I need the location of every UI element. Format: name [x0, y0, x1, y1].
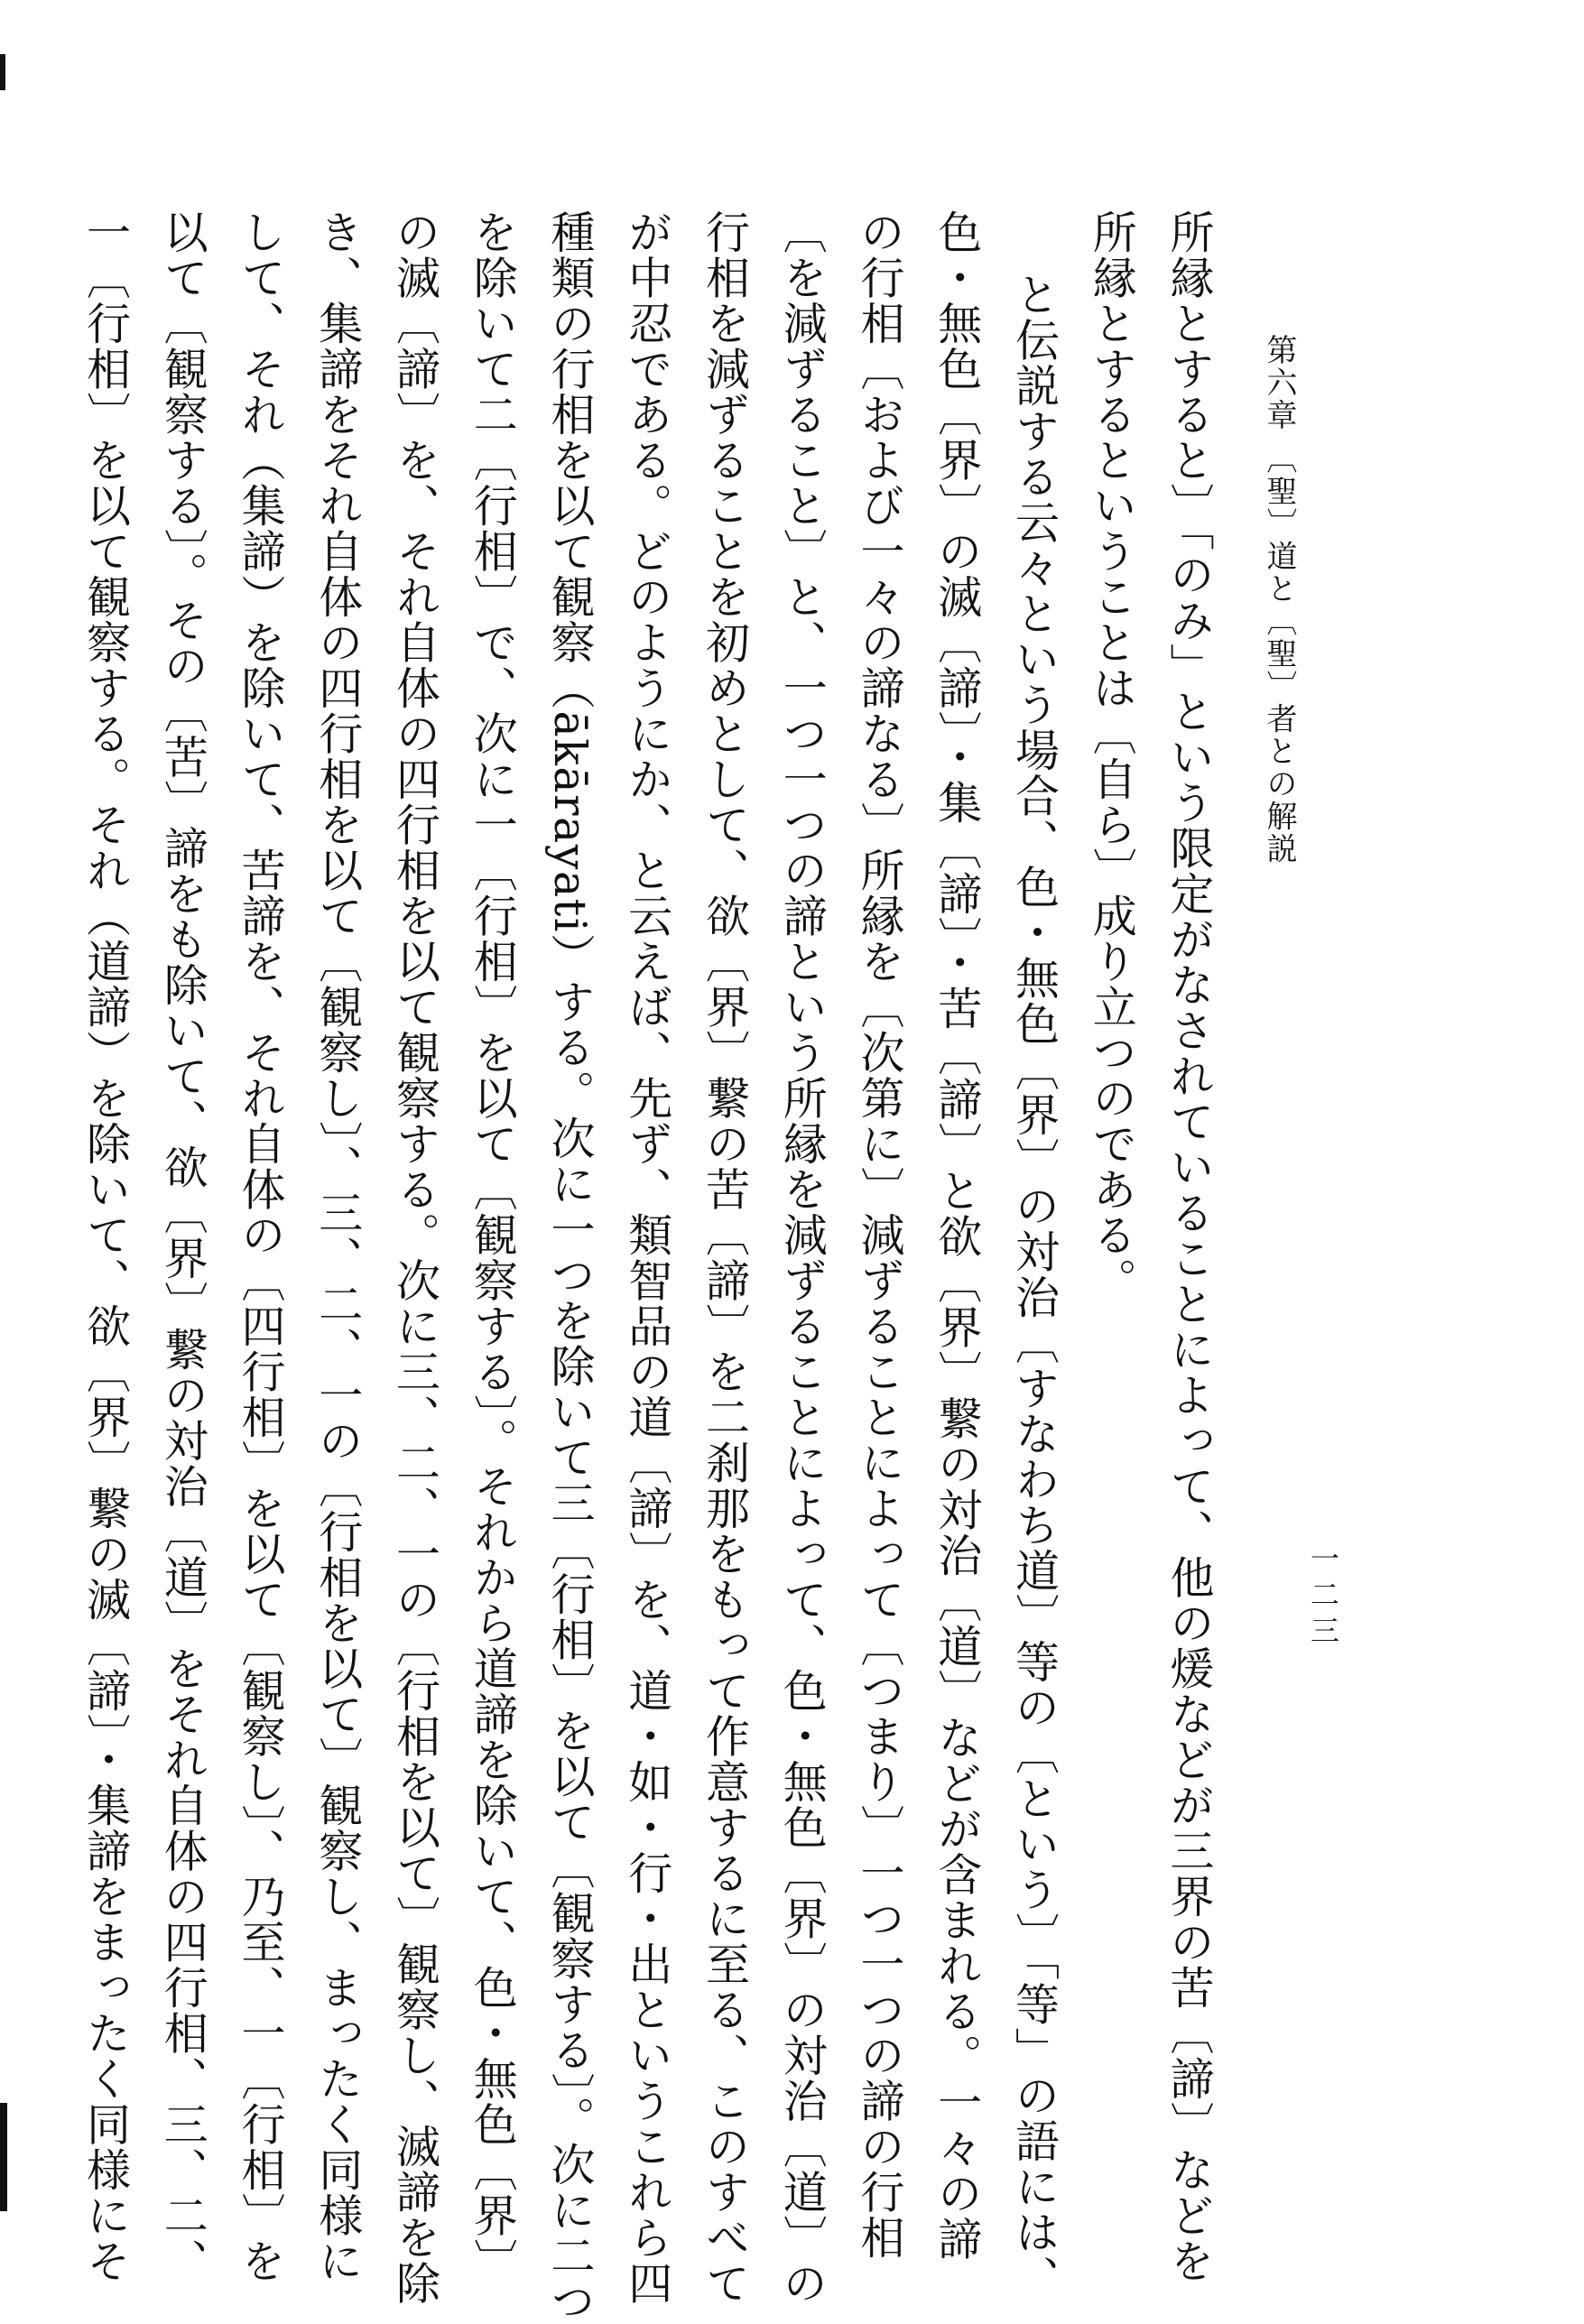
text-line: 所縁とすると〕「のみ」という限定がなされていることによって、他の煖などが三界の苦〔諦〕などを	[1163, 209, 1215, 2284]
body-text	[79, 209, 1227, 2324]
text-line: 種類の行相を以て観察（ākārayati）する。次に一つを除いて三〔行相〕を以て〔観察する〕。次に二つ	[544, 209, 596, 2324]
text-line: 以て〔観察する〕。その〔苦〕諦をも除いて、欲〔界〕繋の対治〔道〕をそれ自体の四行相、三、二、	[157, 209, 209, 2284]
binding-edge-mark	[0, 54, 5, 90]
text-line: 〔を減ずること〕と、一つ一つの諦という所縁を減ずることによって、色・無色〔界〕の対治〔道〕の	[776, 209, 829, 2306]
text-line: 所縁とするということは〔自ら〕成り立つのである。	[1086, 209, 1138, 1303]
text-line: 色・無色〔界〕の滅〔諦〕・集〔諦〕・苦〔諦〕と欲〔界〕繋の対治〔道〕などが含まれる。一々の諦	[931, 209, 983, 2262]
running-head: 第六章 〔聖〕道と〔聖〕者との解説	[1261, 334, 1297, 866]
text-line: を除いて二〔行相〕で、次に一〔行相〕を以て〔観察する〕。それから道諦を除いて、色・無色〔界〕	[467, 209, 519, 2284]
text-line: の行相〔および一々の諦なる〕所縁を〔次第に〕減ずることによって〔つまり〕一つ一つの諦の行相	[854, 209, 905, 2261]
text-line: 行相を減ずることを初めとして、欲〔界〕繋の苦〔諦〕を二刹那をもって作意するに至る、このすべて	[699, 209, 751, 2306]
text-line: き、集諦をそれ自体の四行相を以て〔観察し〕、三、二、一の〔行相を以て〕観察し、まったく同様に	[311, 209, 364, 2284]
text-line: して、それ（集諦）を除いて、苦諦を、それ自体の〔四行相〕を以て〔観察し〕、乃至、一〔行相〕を	[235, 209, 286, 2284]
text-line: と伝説する云々という場合、色・無色〔界〕の対治〔すなわち道〕等の〔という〕「等」の語には、	[1008, 271, 1061, 2301]
text-line: 一〔行相〕を以て観察する。それ（道諦）を除いて、欲〔界〕繋の滅〔諦〕・集諦をまったく同様にそ	[79, 209, 132, 2284]
page-number: 一二三	[1306, 1543, 1340, 1652]
text-line: が中忍である。どのようにか、と云えば、先ず、類智品の道〔諦〕を、道・如・行・出というこれら四	[621, 209, 673, 2306]
text-line: の滅〔諦〕を、それ自体の四行相を以て観察する。次に三、二、一の〔行相を以て〕観察し、滅諦を除	[389, 209, 441, 2306]
binding-edge-mark	[0, 2103, 7, 2211]
